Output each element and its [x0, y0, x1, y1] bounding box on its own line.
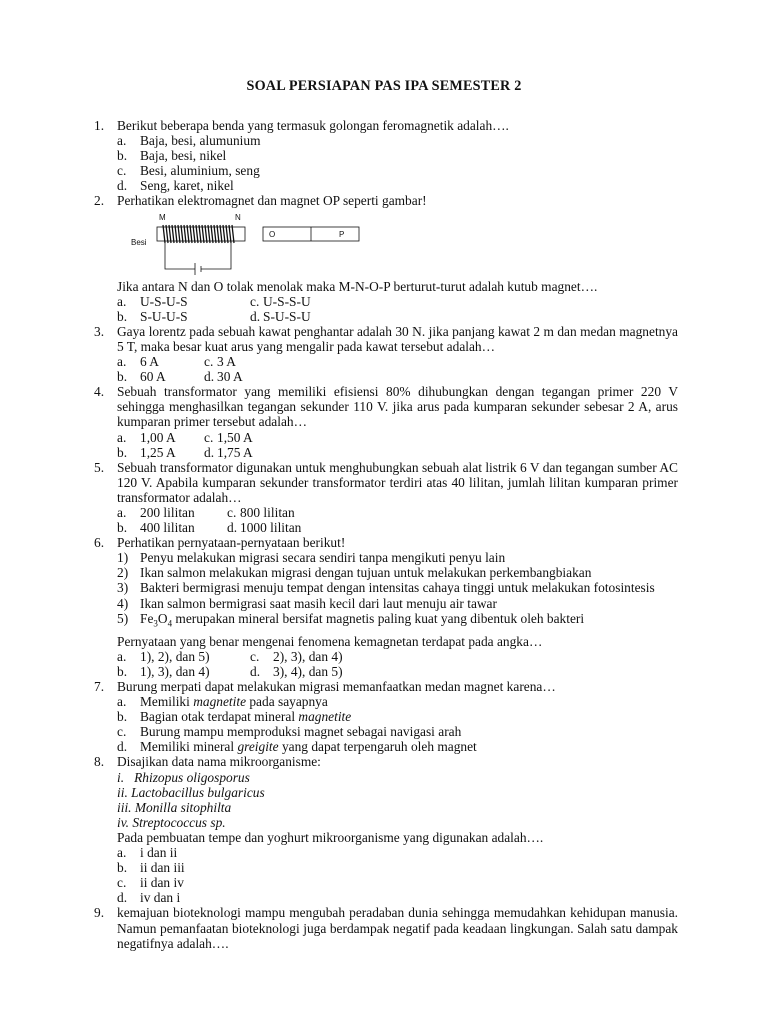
question-number: 5.: [94, 459, 105, 475]
question-stem: Perhatikan pernyataan-pernyataan berikut!: [117, 535, 346, 551]
option-text: iv dan i: [140, 890, 181, 906]
option-text: [140, 739, 477, 754]
option-letter: c.: [250, 293, 260, 309]
option-c: [117, 724, 678, 739]
question-3: [94, 324, 678, 384]
option-row-1: [117, 505, 678, 520]
option-d: [117, 178, 678, 193]
option-letter: a.: [117, 694, 127, 710]
option-text: 1000 lilitan: [240, 520, 302, 536]
question-stem: Disajikan data nama mikroorganisme:: [117, 754, 321, 770]
option-a: [117, 694, 678, 709]
option-letter: d.: [117, 890, 128, 906]
option-letter: b.: [117, 520, 128, 536]
option-letter: c.: [204, 354, 214, 370]
option-row-2: [117, 664, 678, 679]
option-letter: a.: [117, 648, 127, 664]
option-row-2: [117, 520, 678, 535]
option-letter: c.: [117, 163, 127, 179]
option-letter: b.: [117, 709, 128, 725]
option-letter: c.: [117, 724, 127, 740]
option-d: [117, 890, 678, 905]
option-italic-term: greigite: [237, 739, 279, 755]
option-letter: d.: [117, 739, 128, 755]
question-8: [94, 754, 678, 905]
option-text-part: Memiliki: [140, 694, 194, 710]
option-row-1: [117, 649, 678, 664]
formula-fe: Fe: [140, 610, 154, 626]
option-letter: d.: [204, 369, 215, 385]
option-text-part: Burung mampu memproduksi magnet sebagai navigasi arah: [140, 724, 462, 740]
option-text: [140, 724, 461, 739]
option-letter: c.: [117, 875, 127, 891]
question-number: 7.: [94, 679, 105, 694]
question-stem-2: Jika antara N dan O tolak menolak maka M-N-O-P berturut-turut adalah kutub magnet….: [117, 278, 598, 294]
option-text: 1,00 A: [140, 429, 176, 445]
statement-1: [117, 550, 678, 565]
option-a: [117, 133, 678, 148]
option-text-part: Bagian otak terdapat mineral: [140, 709, 299, 725]
option-text: 400 lilitan: [140, 520, 195, 536]
statement-text: Ikan salmon bermigrasi saat masih kecil dari laut menuju air tawar: [140, 595, 497, 611]
organism-name: Rhizopus oligosporus: [134, 769, 250, 785]
option-b: [117, 860, 678, 875]
option-text: U-S-S-U: [263, 293, 311, 309]
option-text: 800 lilitan: [240, 504, 295, 520]
option-text: ii dan iii: [140, 860, 185, 876]
option-letter: d.: [250, 308, 261, 324]
option-letter: c.: [204, 429, 214, 445]
question-5: [94, 460, 678, 535]
question-stem-2: Pernyataan yang benar mengenai fenomena kemagnetan terdapat pada angka…: [117, 633, 543, 649]
question-stem: Sebuah transformator yang memiliki efisiensi 80% dihubungkan dengan tegangan primer 220 V sehingga menghasilkan tegangan sekunder 110 V. jika arus pada kumparan sekunder sebesar 2 A, arus kumparan primer tersebut adalah…: [117, 384, 678, 430]
option-letter: b.: [117, 663, 128, 679]
option-letter: c.: [250, 648, 260, 664]
option-text-part: Memiliki mineral: [140, 739, 238, 755]
option-text: [140, 694, 328, 709]
option-text: S-U-S-U: [263, 308, 311, 324]
question-stem: Sebuah transformator digunakan untuk menghubungkan sebuah alat listrik 6 V dan tegangan sumber AC 120 V. Apabila kumparan sekunder transformator terdiri atas 40 lilitan, jumlah lilitan kumparan primer transformator adalah…: [117, 459, 678, 505]
option-text: S-U-U-S: [140, 308, 188, 324]
organism-number: i.: [117, 769, 125, 785]
statement-text: Bakteri bermigrasi menuju tempat dengan intensitas cahaya tinggi untuk melakukan fotosintesis: [140, 580, 655, 596]
question-number: 6.: [94, 535, 105, 551]
formula-o: O: [157, 610, 168, 626]
subscript: 3: [153, 618, 158, 629]
option-text: 1,25 A: [140, 444, 176, 460]
question-stem-2: Pada pembuatan tempe dan yoghurt mikroorganisme yang digunakan adalah….: [117, 829, 544, 845]
option-text: 1), 3), dan 4): [140, 663, 210, 679]
electromagnet-figure: [117, 209, 678, 279]
label-m: M: [159, 212, 166, 222]
question-stem: Berikut beberapa benda yang termasuk golongan feromagnetik adalah….: [117, 118, 509, 133]
option-letter: d.: [117, 178, 128, 194]
option-text: i dan ii: [140, 845, 178, 861]
organism-name: Lactobacillus bulgaricus: [131, 784, 265, 800]
option-letter: b.: [117, 308, 128, 324]
option-text: 1,75 A: [217, 444, 253, 460]
organism-2: [117, 785, 678, 800]
question-2: [94, 193, 678, 323]
organism-name: Monilla sitophilta: [134, 799, 232, 815]
option-text: ii dan iv: [140, 875, 184, 891]
option-row-2: [117, 309, 678, 324]
question-number: 3.: [94, 323, 105, 339]
question-number: 8.: [94, 754, 105, 770]
option-text: 60 A: [140, 369, 166, 385]
question-number: 2.: [94, 193, 105, 209]
statement-remainder: merupakan mineral bersifat magnetis paling kuat yang dibentuk oleh bakteri: [172, 610, 585, 626]
statement-number: 5): [117, 610, 129, 626]
statement-text: Penyu melakukan migrasi secara sendiri tanpa mengikuti penyu lain: [140, 550, 506, 566]
organism-1: [117, 770, 678, 785]
question-stem: kemajuan bioteknologi mampu mengubah peradaban dunia sehingga memudahkan kehidupan manusia. Namun pemanfaatan bioteknologi juga berdampak negatif pada keadaan lingkungan. Salah satu dampak negatifnya adalah….: [117, 905, 678, 951]
statement-number: 4): [117, 595, 129, 611]
option-text: 30 A: [217, 369, 243, 385]
question-number: 9.: [94, 905, 105, 921]
option-text: 2), 3), dan 4): [273, 648, 343, 664]
question-number: 1.: [94, 118, 105, 133]
option-text-part: yang dapat terpengaruh oleh magnet: [278, 739, 477, 755]
option-letter: a.: [117, 429, 127, 445]
option-letter: a.: [117, 504, 127, 520]
organism-number: iv.: [117, 814, 130, 830]
statement-text: [140, 611, 584, 632]
statement-number: 3): [117, 580, 129, 596]
option-text: Besi, aluminium, seng: [140, 163, 260, 179]
statement-2: [117, 565, 678, 580]
option-letter: c.: [227, 504, 237, 520]
option-text: Baja, besi, nikel: [140, 148, 227, 164]
statement-text: Ikan salmon melakukan migrasi dengan tujuan untuk melakukan perkembangbiakan: [140, 565, 592, 581]
page-title: SOAL PERSIAPAN PAS IPA SEMESTER 2: [246, 78, 522, 94]
option-letter: b.: [117, 444, 128, 460]
option-text: Seng, karet, nikel: [140, 178, 234, 194]
organism-number: iii.: [117, 799, 132, 815]
label-p: P: [339, 229, 345, 239]
option-letter: b.: [117, 369, 128, 385]
option-letter: b.: [117, 148, 128, 164]
subscript: 4: [167, 618, 173, 629]
option-italic-term: magnetite: [193, 694, 247, 710]
option-row-2: [117, 445, 678, 460]
statement-number: 2): [117, 565, 129, 581]
statement-number: 1): [117, 550, 129, 566]
option-text: Baja, besi, alumunium: [140, 133, 261, 149]
question-list: [94, 118, 678, 951]
organism-number: ii.: [117, 784, 128, 800]
label-besi: Besi: [131, 237, 147, 247]
label-n: N: [235, 212, 241, 222]
question-9: [94, 905, 678, 950]
question-stem: Perhatikan elektromagnet dan magnet OP seperti gambar!: [117, 193, 427, 209]
option-text: 3), 4), dan 5): [273, 663, 343, 679]
organism-3: [117, 800, 678, 815]
option-text: 200 lilitan: [140, 504, 195, 520]
option-row-1: [117, 430, 678, 445]
question-stem: Gaya lorentz pada sebuah kawat penghantar adalah 30 N. jika panjang kawat 2 m dan medan magnetnya 5 T, maka besar kuat arus yang mengalir pada kawat tersebut adalah…: [117, 323, 678, 354]
option-letter: a.: [117, 293, 127, 309]
option-letter: b.: [117, 860, 128, 876]
option-c: [117, 875, 678, 890]
option-text: 3 A: [217, 354, 236, 370]
organism-4: [117, 815, 678, 830]
option-text: 1), 2), dan 5): [140, 648, 210, 664]
label-o: O: [269, 229, 276, 239]
option-italic-term: magnetite: [298, 709, 352, 725]
option-c: [117, 163, 678, 178]
circuit-wire: [165, 243, 231, 275]
organism-name: Streptococcus sp.: [132, 814, 226, 830]
option-text: 1,50 A: [217, 429, 253, 445]
option-text: 6 A: [140, 354, 159, 370]
option-letter: d.: [204, 444, 215, 460]
question-stem: Burung merpati dapat melakukan migrasi memanfaatkan medan magnet karena…: [117, 679, 556, 694]
option-row-1: [117, 354, 678, 369]
question-1: [94, 118, 678, 193]
option-letter: a.: [117, 354, 127, 370]
statement-3: [117, 580, 678, 595]
option-letter: d.: [227, 520, 238, 536]
option-letter: a.: [117, 133, 127, 149]
question-4: [94, 384, 678, 459]
option-text-part: pada sayapnya: [246, 694, 328, 710]
option-text: [140, 709, 351, 724]
option-a: [117, 845, 678, 860]
option-letter: d.: [250, 663, 261, 679]
option-letter: a.: [117, 845, 127, 861]
statement-4: [117, 596, 678, 611]
option-b: [117, 148, 678, 163]
question-number: 4.: [94, 384, 105, 400]
option-row-2: [117, 369, 678, 384]
question-7: [94, 679, 678, 754]
electromagnet-diagram: [131, 211, 361, 279]
question-6: [94, 535, 678, 679]
statement-5: [117, 610, 678, 629]
option-row-1: [117, 294, 678, 309]
option-d: [117, 739, 678, 754]
option-b: [117, 709, 678, 724]
option-text: U-S-U-S: [140, 293, 188, 309]
